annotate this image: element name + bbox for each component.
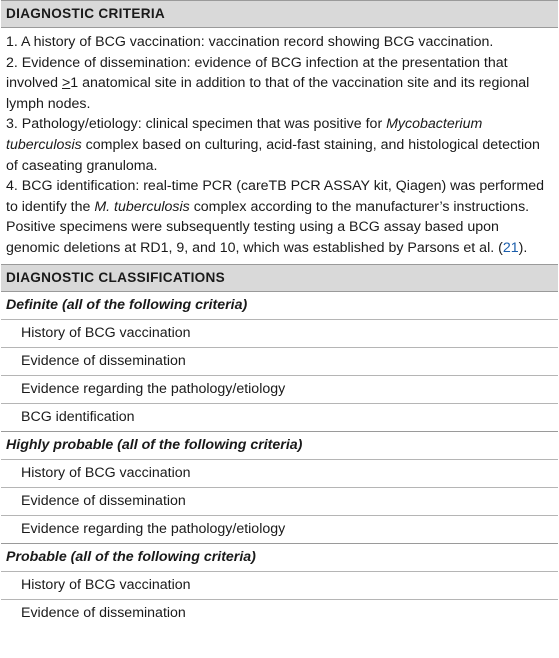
- classifications-header: DIAGNOSTIC CLASSIFICATIONS: [1, 264, 558, 292]
- criterion-2: [6, 53, 552, 115]
- reference-link[interactable]: 21: [502, 239, 519, 256]
- list-item: History of BCG vaccination: [1, 459, 558, 487]
- criterion-1-text: 1. A history of BCG vaccination: vaccination record showing BCG vaccination.: [6, 34, 494, 50]
- criterion-1: [6, 32, 552, 53]
- group-probable-title: Probable (all of the following criteria): [1, 543, 558, 571]
- criteria-header: DIAGNOSTIC CRITERIA: [1, 0, 558, 28]
- criterion-4-text-b: complex according to the manufacturer’s instructions. Positive specimens were subsequently testing using a BCG assay based upon genomic deletions at RD1, 9, and 10, which was established by Parsons et al. (: [6, 198, 530, 256]
- criterion-3-species: Mycobacterium tuberculosis: [6, 116, 483, 153]
- group-definite-title: Definite (all of the following criteria): [6, 296, 248, 313]
- diagnostic-table: [1, 0, 558, 627]
- criterion-2-text-b: 1 anatomical site in addition to that of the vaccination site and its regional lymph nodes.: [6, 75, 530, 112]
- greater-equal-symbol: >: [62, 75, 71, 92]
- criterion-4-species: M. tuberculosis: [94, 198, 190, 215]
- list-item: History of BCG vaccination: [1, 571, 558, 599]
- list-item: History of BCG vaccination: [1, 319, 558, 347]
- list-item: Evidence of dissemination: [1, 347, 558, 375]
- criterion-2-text-a: 2. Evidence of dissemination: evidence of BCG infection at the presentation that involved: [6, 54, 508, 92]
- criterion-3-text-b: complex based on culturing, acid-fast staining, and histological detection of caseating granuloma.: [6, 136, 540, 174]
- list-item: Evidence regarding the pathology/etiology: [1, 375, 558, 403]
- criterion-4: [6, 176, 552, 258]
- group-highly-probable-title: Highly probable (all of the following criteria): [1, 431, 558, 459]
- criterion-4-text-a: 4. BCG identification: real-time PCR (careTB PCR ASSAY kit, Qiagen) was performed to identify the: [6, 178, 545, 215]
- criterion-3-text-a: 3. Pathology/etiology: clinical specimen that was positive for: [6, 116, 387, 133]
- list-item: BCG identification: [1, 403, 558, 431]
- list-item: Evidence of dissemination: [1, 487, 558, 515]
- list-item: Evidence of dissemination: [1, 599, 558, 627]
- criterion-3: [6, 114, 552, 176]
- list-item: Evidence regarding the pathology/etiology: [1, 515, 558, 543]
- criteria-body: [1, 28, 558, 264]
- criterion-4-text-end: ).: [518, 239, 528, 256]
